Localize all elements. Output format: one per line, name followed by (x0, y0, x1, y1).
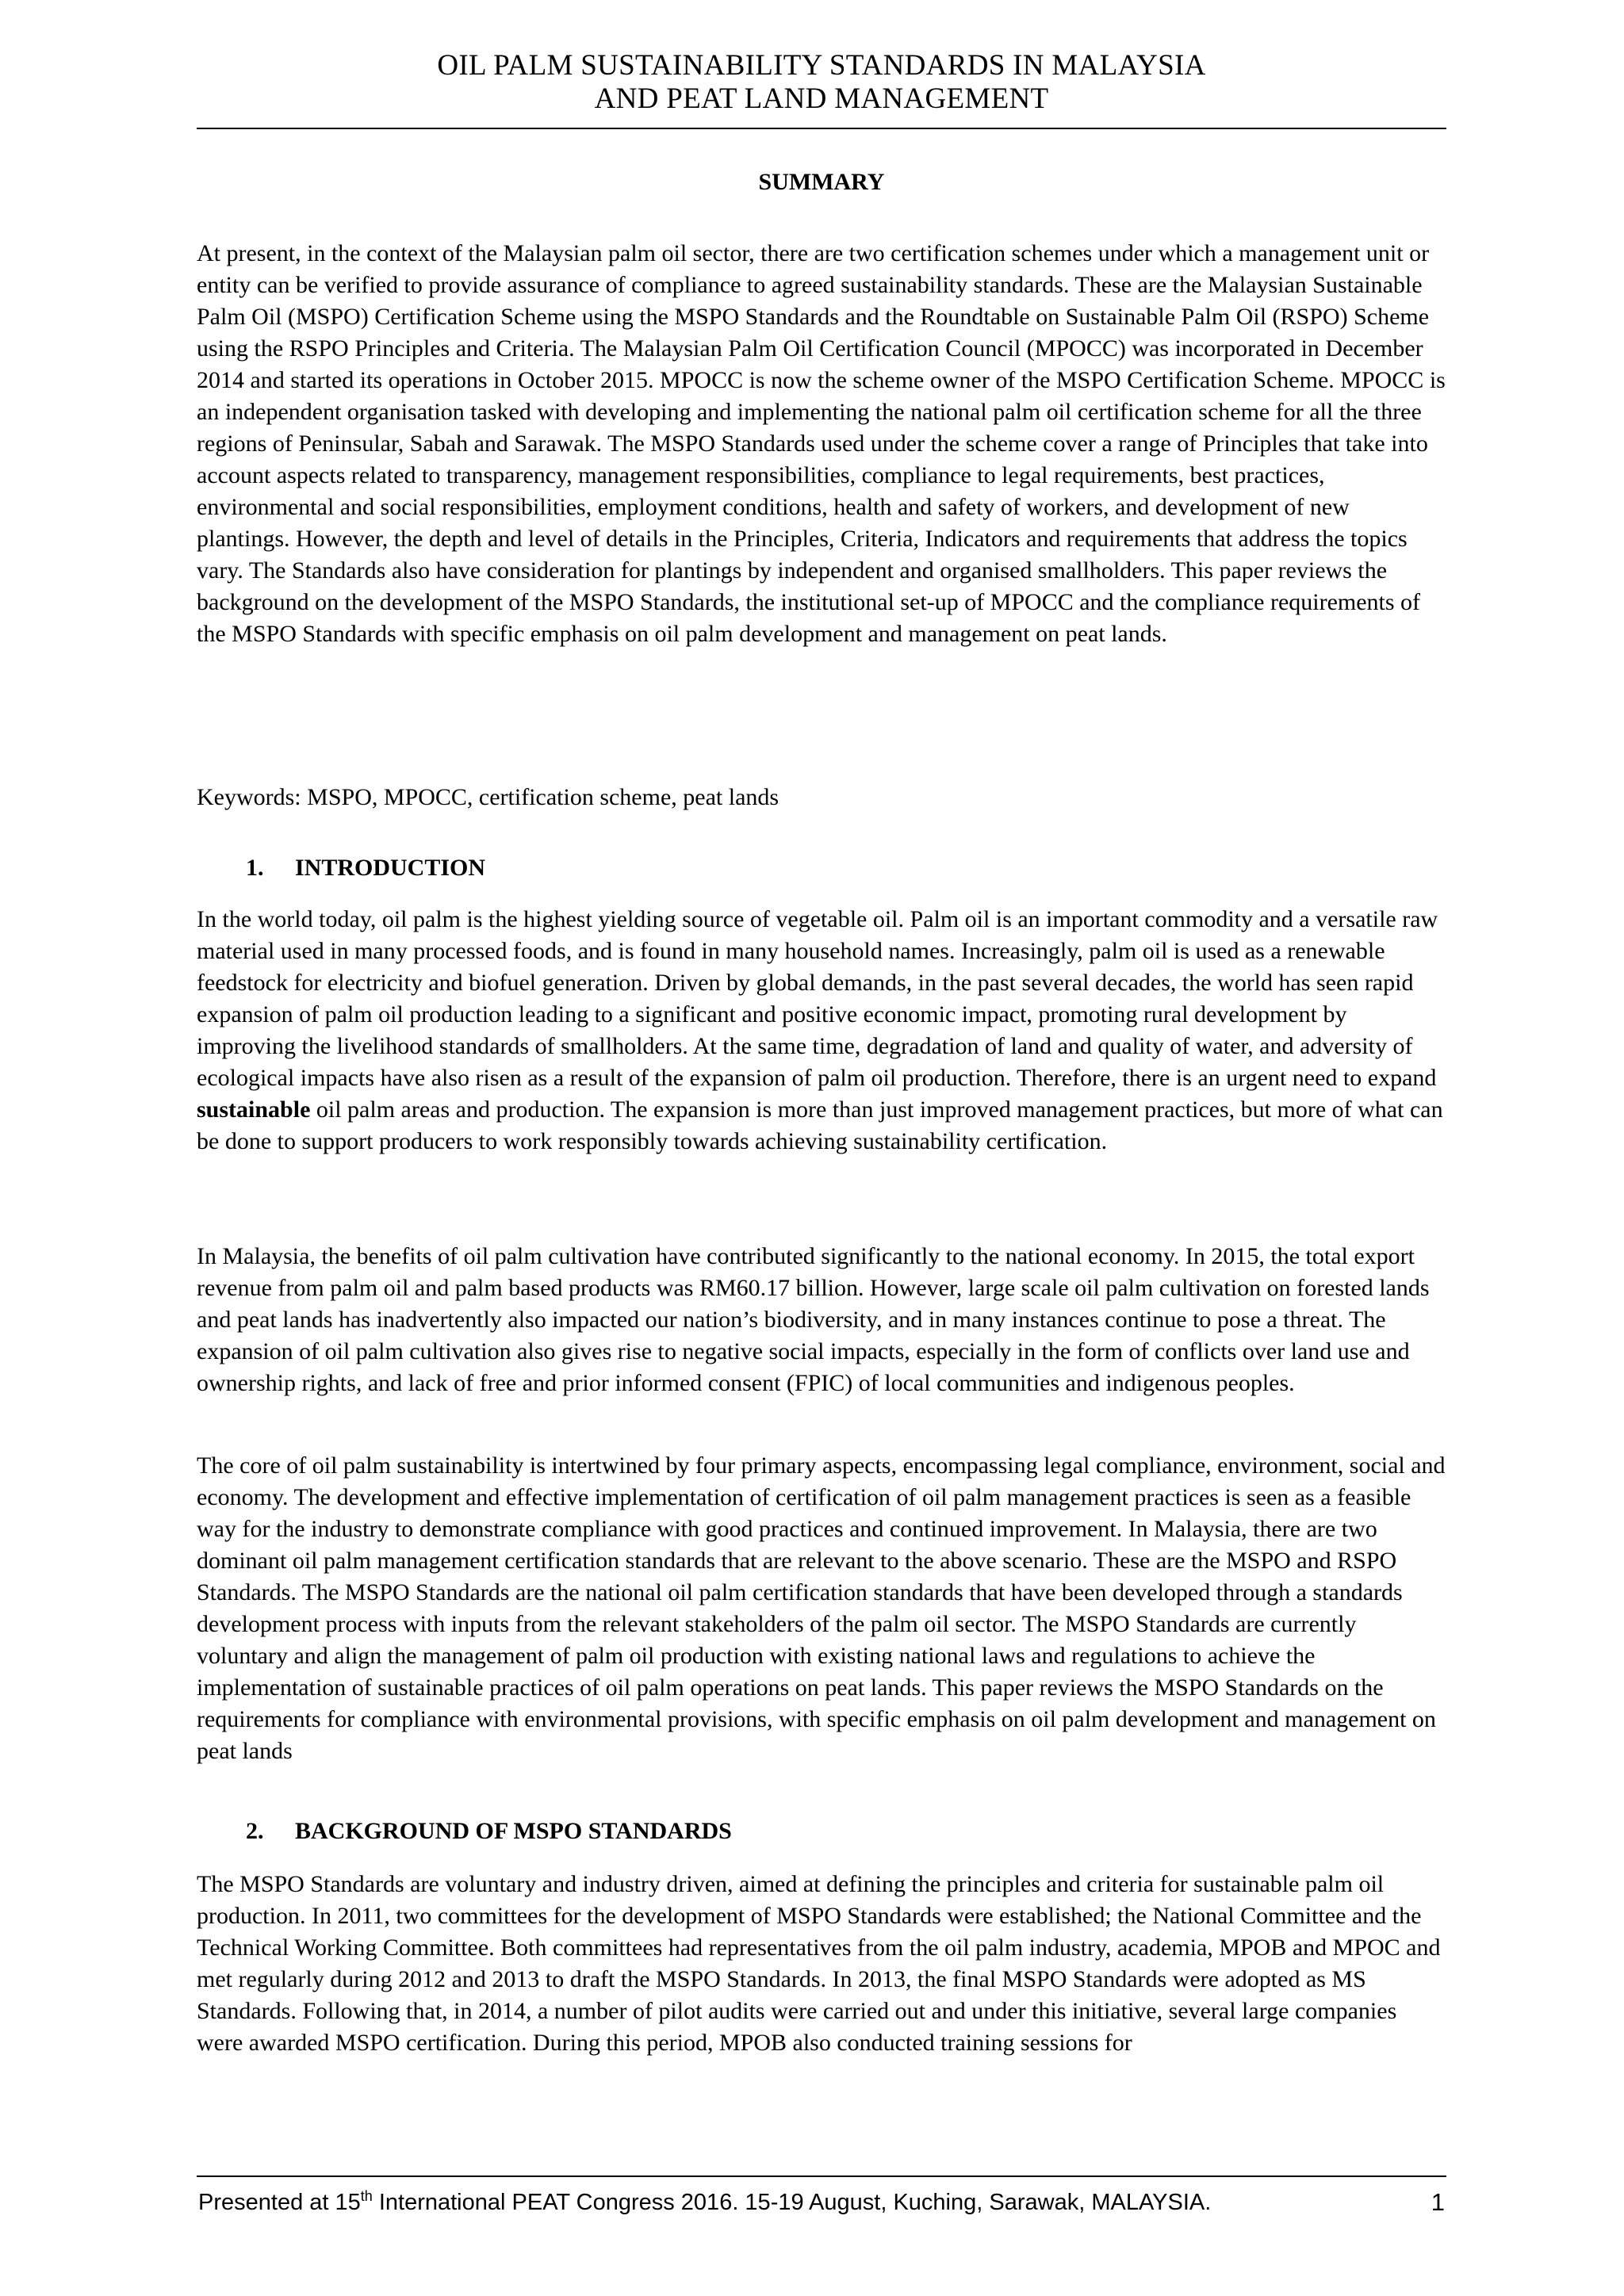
intro-paragraph-3: The core of oil palm sustainability is intertwined by four primary aspects, encompassing legal compliance, environment, social and economy. The development and effective implementation of certification of oil palm management practices is seen as a feasible way for the industry to demonstrate compliance with good practices and continued improvement. In Malaysia, there are two dominant oil palm management certification standards that are relevant to the above scenario. These are the MSPO and RSPO Standards. The MSPO Standards are the national oil palm certification standards that have been developed through a standards development process with inputs from the relevant stakeholders of the palm oil sector. The MSPO Standards are currently voluntary and align the management of palm oil production with existing national laws and regulations to achieve the implementation of sustainable practices of oil palm operations on peat lands. This paper reviews the MSPO Standards on the requirements for compliance with environmental provisions, with specific emphasis on oil palm development and management on peat lands (197, 1452, 1446, 1764)
page-footer (198, 2188, 1445, 2217)
footer-text-part: International PEAT Congress 2016. 15-19 August, Kuching, Sarawak, MALAYSIA. (372, 2190, 1212, 2215)
footer-rule (197, 2175, 1446, 2177)
intro-paragraph-2: In Malaysia, the benefits of oil palm cultivation have contributed significantly to the national economy. In 2015, the total export revenue from palm oil and palm based products was RM60.17 billion. However, large scale oil palm cultivation on forested lands and peat lands has inadvertently also impacted our nation’s biodiversity, and in many instances continue to pose a threat. The expansion of oil palm cultivation also gives rise to negative social impacts, especially in the form of conflicts over land use and ownership rights, and lack of free and prior informed consent (FPIC) of local communities and indigenous peoples. (197, 1243, 1430, 1396)
section-number: 2. (246, 1818, 264, 1844)
page-number: 1 (1431, 2188, 1445, 2216)
section-heading-introduction (246, 854, 485, 882)
intro-paragraph-1 (197, 904, 1446, 1158)
section-number: 1. (246, 855, 264, 881)
summary-paragraph: At present, in the context of the Malaysian palm oil sector, there are two certification schemes under which a management unit or entity can be verified to provide assurance of compliance to agreed sustainability standards. These are the Malaysian Sustainable Palm Oil (MSPO) Certification Scheme using the MSPO Standards and the Roundtable on Sustainable Palm Oil (RSPO) Scheme using the RSPO Principles and Criteria. The Malaysian Palm Oil Certification Council (MPOCC) was incorporated in December 2014 and started its operations in October 2015. MPOCC is now the scheme owner of the MSPO Certification Scheme. MPOCC is an independent organisation tasked with developing and implementing the national palm oil certification scheme for all the three regions of Peninsular, Sabah and Sarawak. The MSPO Standards used under the scheme cover a range of Principles that take into account aspects related to transparency, management responsibilities, compliance to legal requirements, best practices, environmental and social responsibilities, employment conditions, health and safety of workers, and development of new plantings. However, the depth and level of details in the Principles, Criteria, Indicators and requirements that address the topics vary. The Standards also have consideration for plantings by independent and organised smallholders. This paper reviews the background on the development of the MSPO Standards, the institutional set-up of MPOCC and the compliance requirements of the MSPO Standards with specific emphasis on oil palm development and management on peat lands. (197, 240, 1446, 647)
intro-paragraph-1-text: In the world today, oil palm is the highest yielding source of vegetable oil. Palm oil is an important commodity and a versatile raw material used in many processed foods, and is found in many household names. Increasingly, palm oil is used as a renewable feedstock for electricity and biofuel generation. Driven by global demands, in the past several decades, the world has seen rapid expansion of palm oil production leading to a significant and positive economic impact, promoting rural development by improving the livelihood standards of smallholders. At the same time, degradation of land and quality of water, and adversity of ecological impacts have also risen as a result of the expansion of palm oil production. Therefore, there is an urgent need to expand (197, 906, 1438, 1091)
intro-paragraph-1-text-cont: oil palm areas and production. The expansion is more than just improved management practices, but more of what can be done to support producers to work responsibly towards achieving sustainability certification. (197, 1096, 1443, 1154)
background-paragraph-1: The MSPO Standards are voluntary and industry driven, aimed at defining the principles and criteria for sustainable palm oil production. In 2011, two committees for the development of MSPO Standards were established; the National Committee and the Technical Working Committee. Both committees had representatives from the oil palm industry, academia, MPOB and MPOC and met regularly during 2012 and 2013 to draft the MSPO Standards. In 2013, the final MSPO Standards were adopted as MS Standards. Following that, in 2014, a number of pilot audits were carried out and under this initiative, several large companies were awarded MSPO certification. During this period, MPOB also conducted training sessions for (197, 1871, 1441, 2056)
section-title: INTRODUCTION (295, 855, 486, 881)
keywords: Keywords: MSPO, MPOCC, certification scheme, peat lands (197, 784, 779, 810)
header-line-1: OIL PALM SUSTAINABILITY STANDARDS IN MALAYSIA (437, 49, 1206, 82)
running-header (197, 49, 1446, 116)
section-heading-background (246, 1817, 732, 1846)
emphasis-sustainable: sustainable (197, 1096, 311, 1123)
section-title: BACKGROUND OF MSPO STANDARDS (295, 1818, 732, 1844)
summary-title: SUMMARY (758, 169, 885, 195)
header-rule (197, 128, 1446, 129)
header-line-2: AND PEAT LAND MANAGEMENT (594, 82, 1049, 115)
footer-text (198, 2190, 1211, 2215)
footer-superscript: th (360, 2188, 373, 2204)
footer-text-part: Presented at 15 (198, 2190, 361, 2215)
